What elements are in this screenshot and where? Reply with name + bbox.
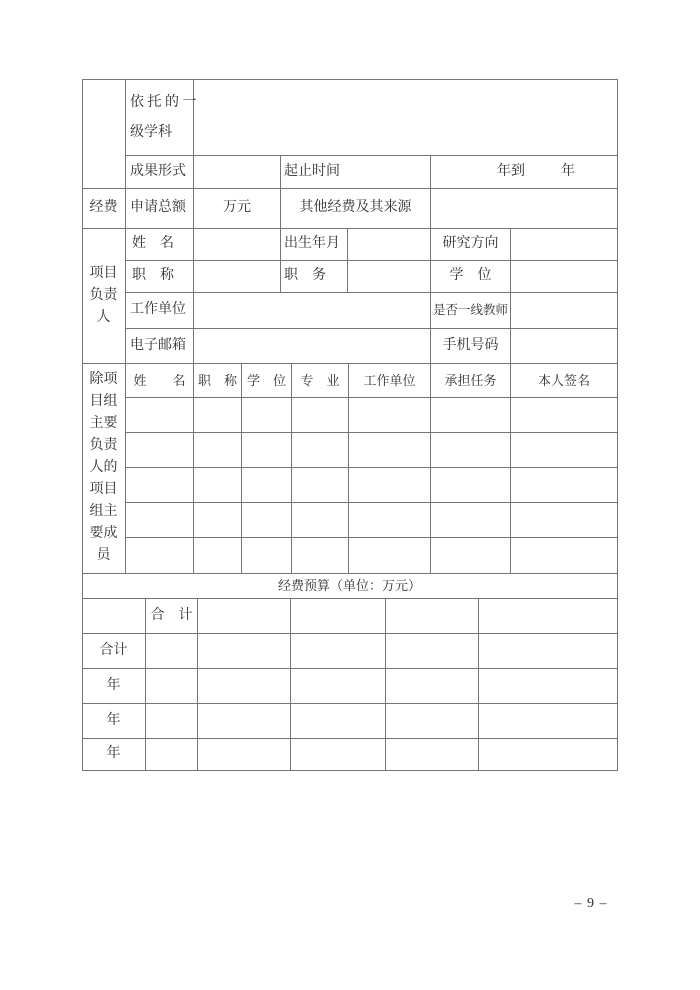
discipline-value-cell (194, 80, 617, 155)
members-header-task: 承担任务 (444, 372, 497, 388)
leader-name-label: 姓 名 (132, 236, 174, 251)
discipline-label-line2: 级学科 (130, 124, 172, 140)
leader-degree-value-cell (511, 261, 617, 292)
leader-title-value-cell (194, 261, 280, 292)
page-number: – 9 – (574, 896, 608, 911)
funding-other-value-cell (431, 189, 617, 227)
leader-name-value-cell (194, 229, 280, 260)
table-grid-line (125, 432, 617, 433)
table-grid-line (290, 598, 291, 771)
leader-birth-value-cell (348, 229, 430, 260)
funding-total-label: 申请总额 (130, 200, 186, 215)
budget-title: 经费预算（单位：万元） (277, 578, 421, 593)
budget-row-label-total: 合计 (99, 642, 128, 658)
members-header-name: 姓 名 (133, 372, 186, 388)
table-grid-line (385, 598, 386, 771)
table-grid-line (125, 397, 617, 398)
members-header-title: 职 称 (197, 372, 237, 388)
members-header-degree: 学 位 (246, 372, 286, 388)
leader-workunit-value-cell (194, 293, 430, 327)
table-grid-line (125, 537, 617, 538)
table-grid-line (197, 598, 198, 771)
members-header-workunit: 工作单位 (363, 372, 416, 388)
leader-side-label: 项目 负责 人 (89, 265, 118, 325)
result-form-value-cell (194, 156, 280, 188)
discipline-label (126, 80, 196, 155)
leader-email-label: 电子邮箱 (130, 337, 186, 353)
duration-label: 起止时间 (284, 163, 340, 179)
leader-research-label: 研究方向 (442, 236, 499, 251)
table-grid-line (478, 598, 479, 771)
members-side-label: 除项 目组 主要 负责 人的 项目 组主 要成 员 (89, 372, 118, 563)
table-grid-line (125, 467, 617, 468)
leader-research-value-cell (511, 229, 617, 260)
table-grid-line (82, 668, 618, 669)
funding-side-label: 经费 (89, 200, 118, 215)
duration-value-cell (431, 155, 683, 188)
result-form-label: 成果形式 (130, 163, 186, 179)
table-grid-line (125, 502, 617, 503)
leader-duty-label: 职 务 (284, 268, 326, 283)
leader-mobile-value-cell (511, 329, 617, 362)
leader-duty-value-cell (348, 261, 430, 292)
budget-row-label-year2: 年 (106, 712, 121, 728)
leader-degree-label: 学 位 (449, 268, 492, 283)
table-grid-line (82, 633, 618, 634)
funding-unit-label: 万元 (223, 200, 251, 215)
leader-birth-label: 出生年月 (284, 236, 340, 251)
leader-workunit-label: 工作单位 (130, 302, 186, 317)
duration-year-from-label: 年到 (497, 163, 525, 179)
leader-title-label: 职 称 (132, 268, 174, 283)
table-grid-line (82, 770, 618, 771)
budget-row-label-year3: 年 (106, 746, 121, 761)
table-grid-line (82, 738, 618, 739)
budget-header-total-label: 合 计 (150, 607, 193, 623)
leader-frontline-value-cell (511, 293, 617, 327)
members-header-signature: 本人签名 (537, 372, 590, 388)
leader-email-value-cell (194, 329, 430, 362)
table-grid-line (82, 703, 618, 704)
members-header-major: 专 业 (300, 372, 340, 388)
funding-other-label: 其他经费及其来源 (299, 200, 412, 215)
leader-frontline-label: 是否一线教师 (432, 302, 508, 317)
duration-year-to-label: 年 (561, 163, 575, 179)
discipline-label-line1: 依 托 的 一 (130, 94, 197, 110)
budget-row-label-year1: 年 (106, 677, 121, 693)
leader-mobile-label: 手机号码 (442, 337, 499, 353)
